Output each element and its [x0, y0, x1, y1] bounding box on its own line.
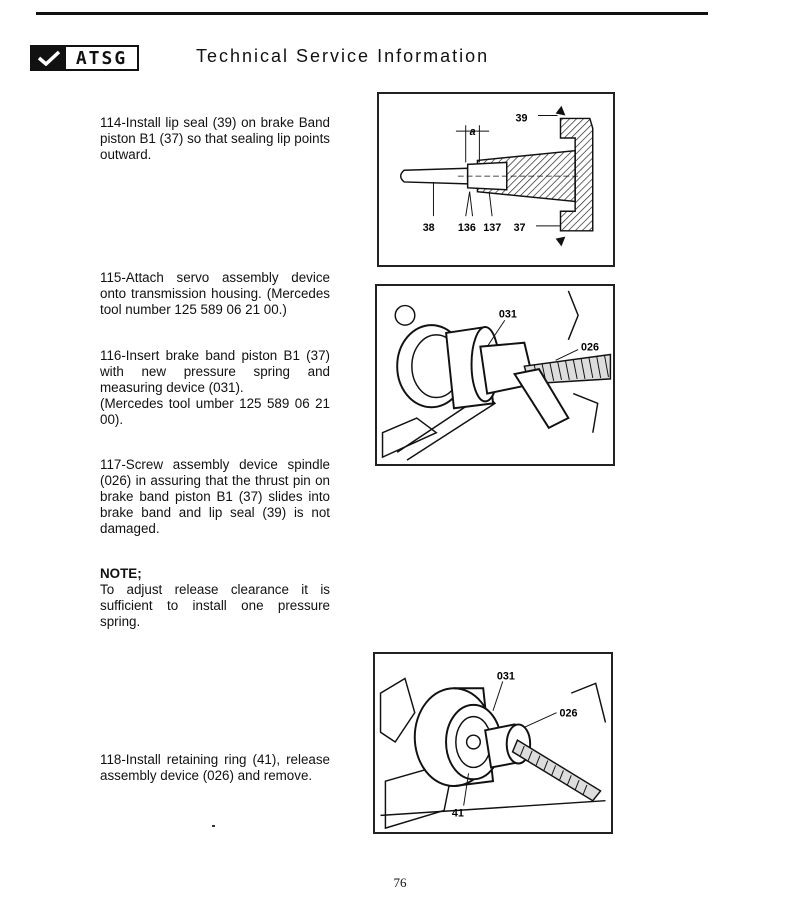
label-031: 031: [498, 308, 517, 321]
step-117-text: 117-Screw assembly device spindle (026) in assuring that the thrust pin on brake band piston B1 (37) slides into brake band and lip seal (39) is not damaged.: [100, 457, 330, 536]
top-rule: [36, 12, 708, 15]
scan-speck: [212, 825, 215, 827]
atsg-logo: [30, 45, 139, 71]
figure-retaining-ring-install: [373, 652, 613, 834]
page-title: Technical Service Information: [196, 46, 490, 66]
label-38: 38: [422, 221, 435, 234]
step-118-text: 118-Install retaining ring (41), release assembly device (026) and remove.: [100, 752, 330, 783]
label-39: 39: [515, 112, 528, 125]
label-026: 026: [581, 341, 600, 354]
note-text: To adjust release clearance it is sufficient to install one pressure spring.: [100, 582, 330, 629]
step-115-text: 115-Attach servo assembly device onto transmission housing. (Mercedes tool number 125 589 06 21 00.): [100, 270, 330, 317]
step-117: [100, 457, 330, 537]
label-a: a: [469, 126, 476, 139]
step-116-text: 116-Insert brake band piston B1 (37) with new pressure spring and measuring device (031).: [100, 348, 330, 395]
figure-piston-cross-section: [377, 92, 615, 267]
label-37: 37: [513, 221, 526, 234]
step-118: [100, 752, 330, 784]
step-115: [100, 270, 330, 318]
note-title: NOTE;: [100, 566, 142, 581]
page-number: 76: [393, 875, 407, 890]
label-026: 026: [559, 707, 578, 720]
step-114-text: 114-Install lip seal (39) on brake Band piston B1 (37) so that sealing lip points outward.: [100, 115, 331, 162]
step-116-tool: (Mercedes tool umber 125 589 06 21 00).: [100, 396, 330, 427]
step-116: [100, 348, 330, 428]
figure-servo-assembly-device: [375, 284, 615, 466]
note-block: [100, 566, 330, 630]
label-031: 031: [496, 670, 515, 683]
label-136: 136: [457, 221, 476, 234]
logo-text: ATSG: [75, 47, 128, 69]
label-137: 137: [483, 221, 502, 234]
checkmark-icon: [32, 47, 66, 69]
label-41: 41: [451, 807, 464, 820]
step-114: [100, 115, 330, 163]
